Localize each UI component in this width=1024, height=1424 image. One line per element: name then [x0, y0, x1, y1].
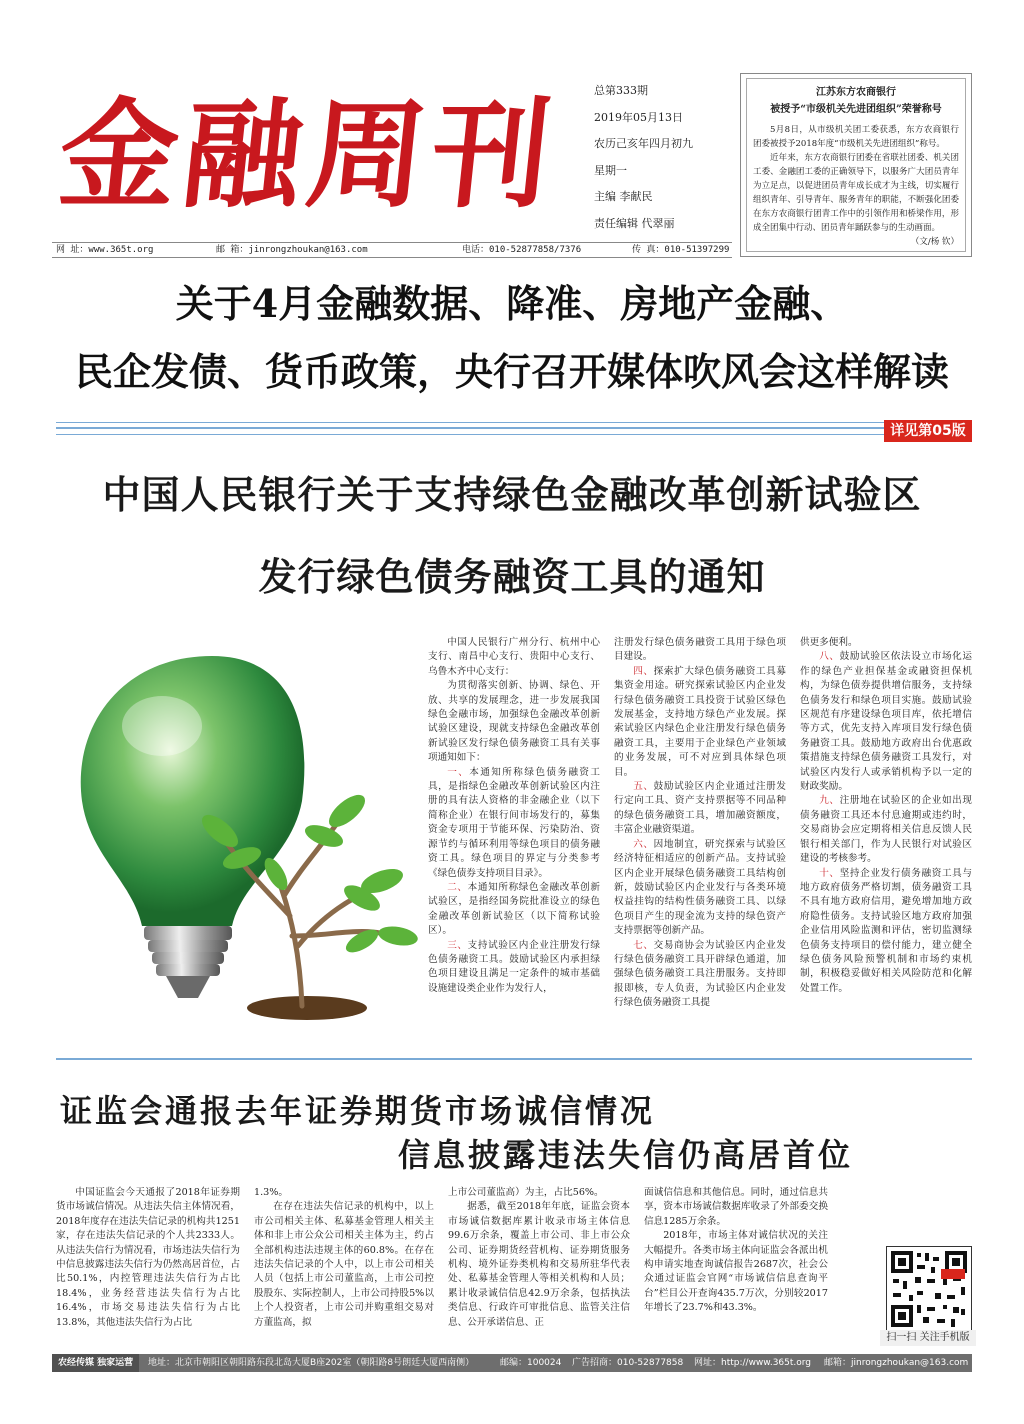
footer-address: 地址：北京市朝阳区朝阳路东段北岛大厦B座202室（朝阳路8号朗廷大厦西南侧）	[148, 1358, 475, 1368]
contact-fax: 传 真：010-51397299	[632, 245, 730, 255]
notice-box	[740, 73, 972, 257]
divider	[56, 427, 972, 429]
article-column-1	[428, 636, 600, 996]
qr-caption: 扫一扫 关注手机版	[880, 1330, 976, 1346]
headline-pboc-line1: 中国人民银行关于支持绿色金融改革创新试验区	[102, 472, 922, 517]
contact-email[interactable]: 邮 箱：jinrongzhoukan@163.com	[216, 245, 368, 255]
contact-bar	[52, 242, 732, 258]
article-item-number: 六、	[633, 838, 654, 850]
article-paragraph	[800, 867, 972, 997]
article-text: 中国人民银行广州分行、杭州中心支行、南昌中心支行、贵阳中心支行、乌鲁木齐中心支行：	[428, 637, 600, 677]
article-item-number: 四、	[633, 665, 654, 677]
contact-website[interactable]: 网 址：www.365t.org	[56, 245, 154, 255]
headline-pboc-line2: 发行绿色债务融资工具的通知	[258, 554, 766, 599]
article-text: 本通知所称绿色金融改革创新试验区，是指经国务院批准设立的绿色金融改革创新试验区（以下简称试验区）。	[428, 881, 601, 937]
divider	[56, 434, 972, 435]
article-item-number: 二、	[447, 881, 468, 893]
qr-code[interactable]	[886, 1246, 972, 1332]
headline-main-line1: 关于4月金融数据、降准、房地产金融、	[175, 281, 849, 326]
green-bulb-image	[62, 636, 422, 1036]
article-text: 支持试验区内企业注册发行绿色债务融资工具。鼓励试验区内承担绿色项目建设且满足一定条件的城市基础设施建设类企业作为发行人，	[428, 939, 601, 994]
notice-paragraph: 5月8日，从市级机关团工委获悉，东方农商银行团委被授予2018年度“市级机关先进团组织”称号。	[753, 125, 959, 149]
article-column-2	[614, 636, 786, 1011]
article-paragraph	[614, 838, 786, 939]
article-item-number: 九、	[819, 795, 840, 807]
article-item-number: 三、	[447, 939, 468, 951]
article-paragraph	[428, 939, 600, 997]
article-paragraph	[800, 636, 972, 650]
masthead-title: 金融周刊	[52, 85, 564, 224]
article-paragraph	[428, 679, 600, 765]
footer-ad-phone: 广告招商：010-52877858	[572, 1358, 684, 1368]
issue-date: 2019年05月13日	[594, 110, 683, 124]
footer-website[interactable]: 网址：http://www.365t.org	[694, 1358, 812, 1368]
article-paragraph	[614, 665, 786, 780]
article2-column-3: 上市公司董监高）为主，占比56%。 据悉，截至2018年年底，证监会资本市场诚信数据库累计收录市场主体信息99.6万余条，覆盖上市公司、非上市公众公司、证券期货经营机构、证券期货服务机构、境外证券类机构和交易所驻华代表处、私募基金管理人等相关机构和人员；累计收录诚信信息42.9万余条，包括执法类信息、行政许可审批信息、监管关注信息、公开承诺信息、正	[448, 1187, 630, 1328]
article-text: 注册发行绿色债务融资工具用于绿色项目建设。	[614, 637, 786, 663]
headline-csrc-line1: 证监会通报去年证券期货市场诚信情况	[60, 1092, 656, 1130]
article-text: 坚持企业发行债务融资工具与地方政府债务严格切割，债务融资工具不具有地方政府信用，避免增加地方政府隐性债务。支持试验区地方政府加强企业信用风险监测和评估，密切监测绿色债务支持项目的偿付能力，建立健全绿色债务风险预警机制和市场约束机制，积极稳妥做好相关风险防范和化解处置工作。	[800, 867, 973, 994]
article-item-number: 八、	[819, 651, 840, 663]
contact-phone: 电话：010-52877858/7376	[462, 245, 582, 255]
footer-bar	[52, 1354, 972, 1372]
article-text: 鼓励试验区内企业通过注册发行定向工具、资产支持票据等不同品种的绿色债务融资工具，增加融资额度，丰富企业融资渠道。	[614, 781, 787, 836]
footer-zip: 邮编：100024	[500, 1358, 562, 1368]
duty-editor: 责任编辑 代翠丽	[594, 216, 675, 230]
issue-info	[594, 78, 714, 237]
article-text: 鼓励试验区依法设立市场化运作的绿色产业担保基金或融资担保机构，为绿色债券提供增信服务，支持绿色债务发行和绿色项目实施。鼓励试验区规范有序建设绿色项目库，依托增信等方式，优先支持入库项目发行绿色债务融资工具。鼓励地方政府出台优惠政策措施支持绿色债务融资工具发行，对试验区内发行人或承销机构予以一定的财政奖励。	[800, 651, 973, 793]
article-item-number: 一、	[447, 766, 470, 778]
issue-lunar-date: 农历己亥年四月初九	[594, 137, 693, 150]
footer-email[interactable]: 邮箱：jinrongzhoukan@163.com	[824, 1358, 969, 1368]
notice-title: 江苏东方农商银行	[816, 87, 896, 98]
article-paragraph	[614, 636, 786, 665]
article2-column-2: 1.3%。 在存在违法失信记录的机构中，以上市公司相关主体、私募基金管理人相关主体和非上市公众公司相关主体为主，约占全部机构违法违规主体的60.8%。在存在违法失信记录的个人中，以上市公司相关人员（包括上市公司董监高，上市公司控股股东、实际控制人，上市公司持股5%以上个人投资者，上市公司并购重组交易对方董监高，拟	[254, 1187, 434, 1328]
headline-main-line2: 民企发债、货币政策，央行召开媒体吹风会这样解读	[74, 349, 949, 394]
article-item-number: 七、	[633, 939, 654, 951]
article2-column-1: 中国证监会今天通报了2018年证券期货市场诚信情况。从违法失信主体情况看，2018年度存在违法失信记录的机构共1251家，存在违法失信记录的个人共2333人。从违法失信行为情况看，市场违法失信行为中信息披露违法失信行为仍然高居首位，占比50.1%，内控管理违法失信行为占比18.4%，业务经营违法失信行为占比16.4%，市场交易违法失信行为占比13.8%，其他违法失信行为占比	[56, 1187, 240, 1328]
see-page-tag[interactable]: 详见第05版	[884, 420, 972, 442]
article2-column-4: 面诚信信息和其他信息。同时，通过信息共享，资本市场诚信数据库收录了外部委交换信息1285万余条。 2018年，市场主体对诚信状况的关注大幅提升。各类市场主体向证监会各派出机构申请实地查询诚信报告2687次，社会公众通过证监会官网“市场诚信信息查询平台”栏目公开查询435.7万次，分别较2017年增长了23.7%和43.3%。	[644, 1187, 828, 1314]
headline-csrc-line2: 信息披露违法失信仍高居首位	[398, 1136, 854, 1174]
article-text: 因地制宜，研究探索与试验区经济特征相适应的创新产品。支持试验区内企业开展绿色债务融资工具结构创新，鼓励试验区内企业发行与各类环境权益挂钩的结构性债务融资工具、以绿色项目产生的现金流为支持的绿色资产支持票据等创新产品。	[614, 838, 787, 937]
footer-brand: 农经传媒 独家运营	[52, 1354, 139, 1372]
notice-paragraph: 近年来，东方农商银行团委在省联社团委、机关团工委、金融团工委的正确领导下，以服务广大团员青年为立足点，以促进团员青年成长成才为主线，切实履行组织青年、引导青年、服务青年的职能，不断强化团委在东方农商银行团青工作中的引领作用和桥梁作用，形成全团集中行动、团员青年踊跃参与的生动画面。	[753, 153, 959, 233]
article-paragraph	[800, 794, 972, 866]
article-paragraph	[614, 939, 786, 1011]
article-paragraph	[614, 780, 786, 838]
article-text: 供更多便利。	[800, 637, 858, 648]
article-text: 为贯彻落实创新、协调、绿色、开放、共享的发展理念，进一步发展我国绿色金融市场，加强绿色金融改革创新试验区建设，现就支持绿色金融改革创新试验区发行绿色债务融资工具有关事项通知如下：	[428, 680, 600, 764]
article-column-3	[800, 636, 972, 996]
article-paragraph	[428, 766, 600, 881]
article-text: 交易商协会为试验区内企业发行绿色债务融资工具开辟绿色通道，加强绿色债务融资工具注册服务。支持即报即核，专人负责，为试验区内企业发行绿色债务融资工具提	[614, 939, 787, 1009]
article-paragraph	[800, 650, 972, 794]
issue-number: 总第333期	[594, 84, 648, 97]
divider	[56, 1058, 972, 1060]
editor-in-chief: 主编 李献民	[594, 190, 653, 203]
issue-weekday: 星期一	[594, 163, 627, 177]
masthead	[52, 70, 600, 240]
article-item-number: 五、	[633, 781, 654, 793]
notice-subtitle: 被授予“市级机关先进团组织”荣誉称号	[770, 104, 942, 115]
article-paragraph	[428, 636, 600, 679]
article-text: 探索扩大绿色债务融资工具募集资金用途。研究探索试验区内企业发行绿色债务融资工具投资于试验区绿色发展基金，支持地方绿色产业发展。探索试验区内绿色企业注册发行绿色债务融资工具，主要用于企业绿色产业领域的业务发展，可不对应到具体绿色项目。	[614, 665, 787, 778]
article-text: 注册地在试验区的企业如出现债务融资工具还本付息逾期或违约时，交易商协会应定期将相关信息反馈人民银行相关部门，作为人民银行对试验区建设的考核参考。	[800, 795, 973, 865]
article-text: 本通知所称绿色债务融资工具，是指绿色金融改革创新试验区内注册的具有法人资格的非金融企业（以下简称企业）在银行间市场发行的，募集资金专项用于节能环保、污染防治、资源节约与循环利用等绿色项目的债务融资工具。绿色项目的界定与分类参考《绿色债券支持项目目录》。	[428, 766, 601, 879]
notice-signature: （文/杨 钦）	[910, 237, 959, 247]
divider	[56, 422, 972, 423]
article-item-number: 十、	[819, 867, 840, 879]
article-paragraph	[428, 881, 600, 939]
